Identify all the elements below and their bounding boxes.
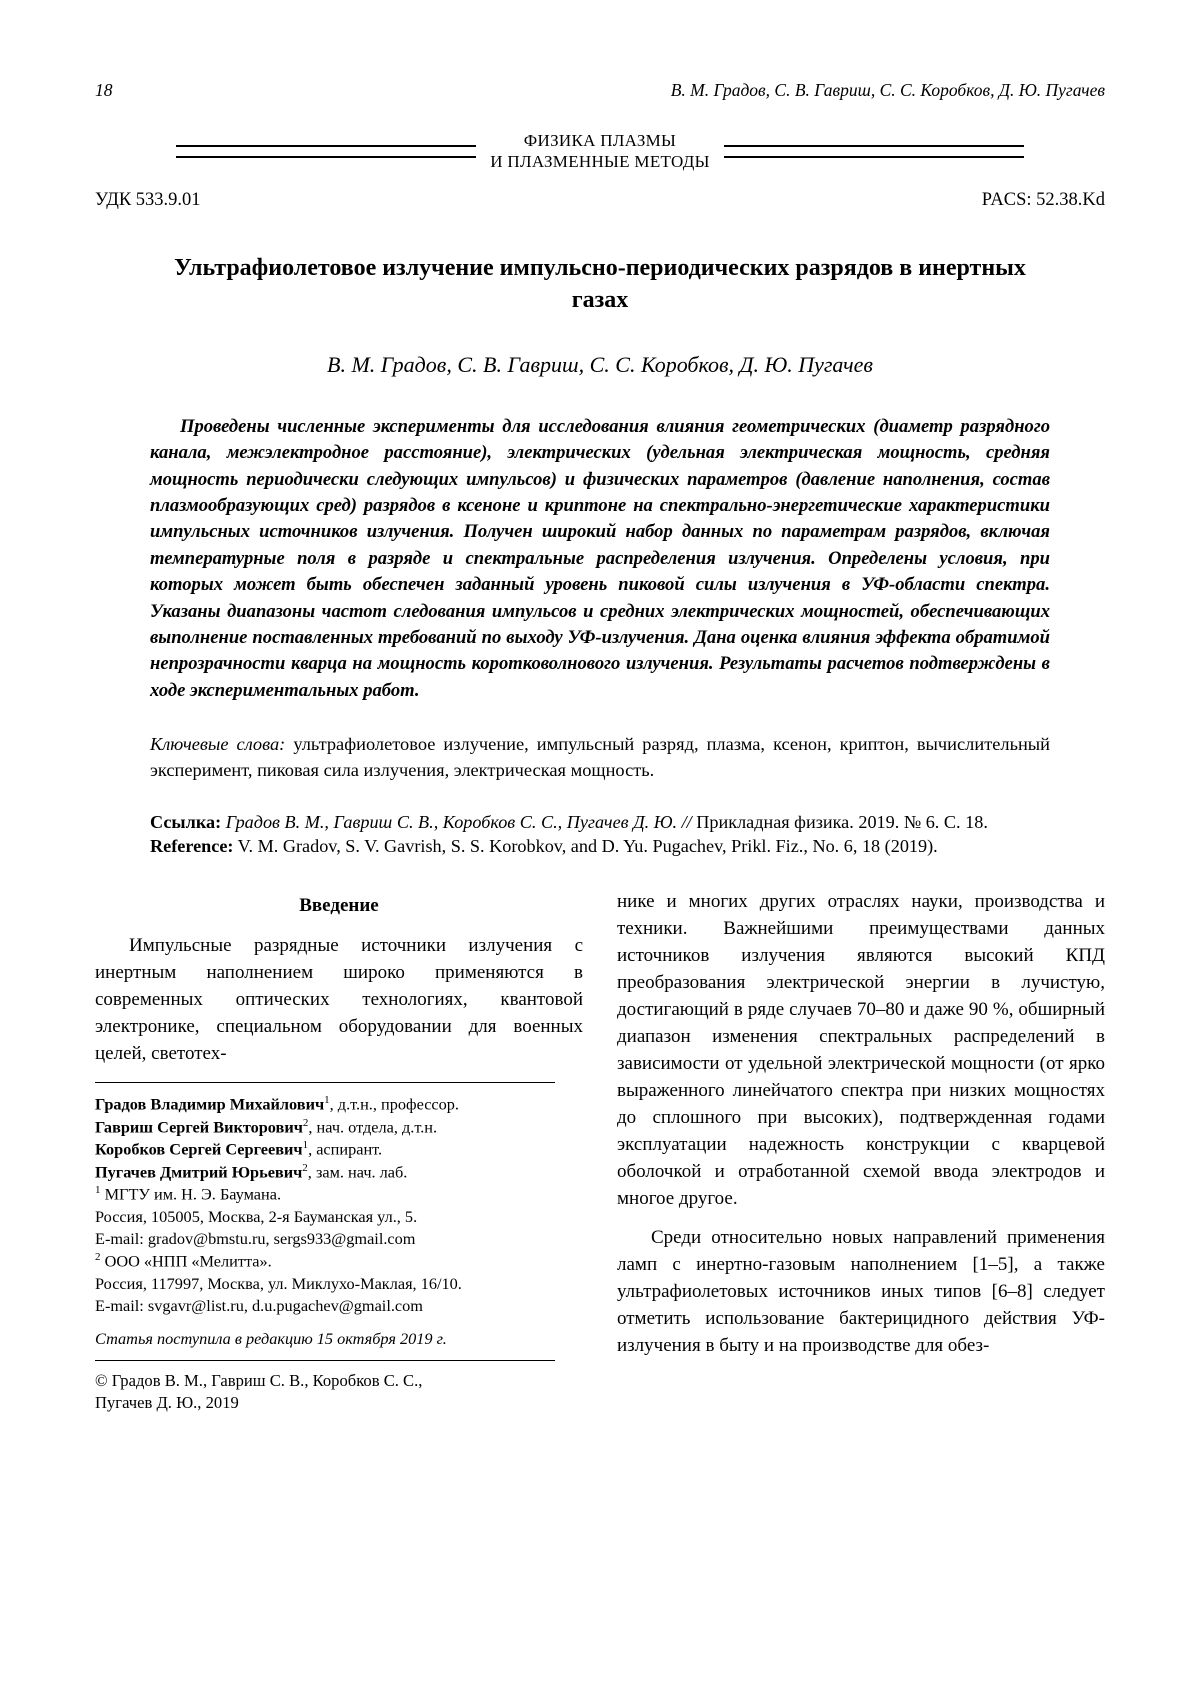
footnote-author-2 [95, 1116, 583, 1138]
footnote-divider [95, 1082, 555, 1083]
citation-ru-rest: Прикладная физика. 2019. № 6. С. 18. [691, 811, 988, 832]
running-head [95, 80, 1105, 101]
section-heading-introduction: Введение [299, 895, 379, 917]
footnote-org-1 [95, 1183, 583, 1205]
paragraph-right-1: нике и многих других отраслях науки, производства и техники. Важнейшими преимуществами данных источников излучения являются высокий КПД преобразования электрической энергии в лучистую, достигающий в ряде случаев 70–80 и даже 90 %, обширный диапазон изменения спектральных распределений в зависимости от удельной электрической мощности (от ярко выраженного линейчатого спектра при низких мощностях до сплошного при высоких), подтвержденная годами эксплуатации надежность конструкции с кварцевой оболочкой и отработанной схемой ввода электродов и многое другое. [617, 891, 1105, 1209]
citation-ru-italic: Градов В. М., Гавриш С. В., Коробков С. С., Пугачев Д. Ю. // [221, 811, 692, 832]
paragraph-left-1: Импульсные разрядные источники излучения с инертным наполнением широко применяются в современных оптических технологиях, квантовой электронике, специальном оборудовании для военных целей, светотех- [95, 935, 583, 1065]
footnote-author-4-name: Пугачев Дмитрий Юрьевич [95, 1162, 303, 1182]
copyright-line-1: © Градов В. М., Гавриш С. В., Коробков С. С., [95, 1371, 423, 1391]
footnote-author-2-rest: , нач. отдела, д.т.н. [308, 1117, 438, 1137]
footnote-org-2-email: E-mail: svgavr@list.ru, d.u.pugachev@gmail.com [95, 1296, 423, 1316]
keywords-text: ультрафиолетовое излучение, импульсный разряд, плазма, ксенон, криптон, вычислительный эксперимент, пиковая сила излучения, электрическая мощность. [150, 734, 1050, 780]
footnote-author-3-sup: 1 [302, 1139, 309, 1152]
footnote-org-1-name: МГТУ им. Н. Э. Баумана. [100, 1184, 282, 1204]
footnote-author-2-name: Гавриш Сергей Викторович [95, 1117, 303, 1137]
copyright-line-2: Пугачев Д. Ю., 2019 [95, 1393, 239, 1413]
footnote-author-4-rest: , зам. нач. лаб. [307, 1162, 408, 1182]
udk-code: УДК 533.9.01 [95, 190, 201, 211]
footnote-org-1-email: E-mail: gradov@bmstu.ru, sergs933@gmail.com [95, 1229, 416, 1249]
paragraph-right-2: Среди относительно новых направлений применения ламп с инертно-газовым наполнением [1–5], а также ультрафиолетовых источников иных типов [6–8] следует отметить использование бактерицидного действия УФ-излучения в быту и на производстве для обез- [617, 1226, 1105, 1356]
banner-line-1: ФИЗИКА ПЛАЗМЫ [523, 131, 677, 150]
footnote-author-3-rest: , аспирант. [308, 1139, 383, 1159]
footnote-block [95, 1093, 583, 1349]
footnote-org-2-sup: 2 [95, 1251, 101, 1264]
banner-rule-right [724, 145, 1024, 158]
footnote-org-2-address: Россия, 117997, Москва, ул. Миклухо-Маклая, 16/10. [95, 1273, 462, 1293]
citation-ru [150, 810, 1050, 835]
citation-block [150, 810, 1050, 860]
footnote-org-2-name: ООО «НПП «Мелитта». [100, 1251, 272, 1271]
keywords-label: Ключевые слова: [150, 734, 286, 755]
citation-ru-label: Ссылка: [150, 811, 222, 832]
footnote-author-1-name: Градов Владимир Михайлович [95, 1094, 325, 1114]
footnote-author-3 [95, 1138, 583, 1160]
body-columns [95, 889, 1105, 1414]
banner-line-2: И ПЛАЗМЕННЫЕ МЕТОДЫ [490, 151, 710, 171]
citation-en [150, 834, 1050, 859]
pacs-code: PACS: 52.38.Kd [981, 190, 1105, 211]
left-column [95, 889, 583, 1414]
running-head-authors: В. М. Градов, С. В. Гавриш, С. С. Коробков, Д. Ю. Пугачев [670, 80, 1105, 100]
banner-rule-left [176, 145, 476, 158]
footnote-author-4-sup: 2 [302, 1161, 308, 1174]
footnote-author-1 [95, 1093, 583, 1115]
footnote-org-2 [95, 1250, 583, 1272]
footnote-author-1-rest: , д.т.н., профессор. [329, 1094, 459, 1114]
section-banner [95, 131, 1105, 172]
article-title: Ультрафиолетовое излучение импульсно-периодических разрядов в инертных газах [174, 255, 1026, 313]
banner-text [490, 131, 709, 172]
footnote-org-1-address: Россия, 105005, Москва, 2-я Бауманская ул., 5. [95, 1206, 418, 1226]
footnote-author-4 [95, 1161, 583, 1183]
footnote-author-2-sup: 2 [302, 1116, 309, 1129]
footnote-author-3-name: Коробков Сергей Сергеевич [95, 1139, 303, 1159]
article-abstract: Проведены численные эксперименты для исследования влияния геометрических (диаметр разрядного канала, межэлектродное расстояние), электрических (удельная электрическая мощность, средняя мощность периодически следующих импульсов) и физических параметров (давление наполнения, состав плазмообразующих сред) разрядов в ксеноне и криптоне на спектрально-энергетические характеристики импульсных источников излучения. Получен широкий набор данных по параметрам разрядов, включая температурные поля в разряде и спектральные распределения излучения. Определены условия, при которых может быть обеспечен заданный уровень пиковой силы излучения в УФ-области спектра. Указаны диапазоны частот следования импульсов и средних электрических мощностей, обеспечивающих выполнение поставленных требований по выходу УФ-излучения. Дана оценка влияния эффекта обратимой непрозрачности кварца на мощность коротковолнового излучения. Результаты расчетов подтверждены в ходе экспериментальных работ. [150, 415, 1050, 701]
copyright-divider [95, 1360, 555, 1361]
right-column [617, 889, 1105, 1414]
footnote-received-date: Статья поступила в редакцию 15 октября 2019 г. [95, 1329, 447, 1349]
citation-en-label: Reference: [150, 836, 234, 857]
classification-row [95, 190, 1105, 211]
footnote-author-1-sup: 1 [324, 1094, 330, 1107]
citation-en-rest: V. M. Gradov, S. V. Gavrish, S. S. Korobkov, and D. Yu. Pugachev, Prikl. Fiz., No. 6, 18 (2019). [233, 836, 938, 857]
copyright-block [95, 1370, 583, 1414]
article-authors: В. М. Градов, С. В. Гавриш, С. С. Коробков, Д. Ю. Пугачев [327, 351, 873, 377]
footnote-org-1-sup: 1 [95, 1184, 101, 1197]
article-keywords [150, 732, 1050, 784]
page-number: 18 [95, 80, 113, 100]
